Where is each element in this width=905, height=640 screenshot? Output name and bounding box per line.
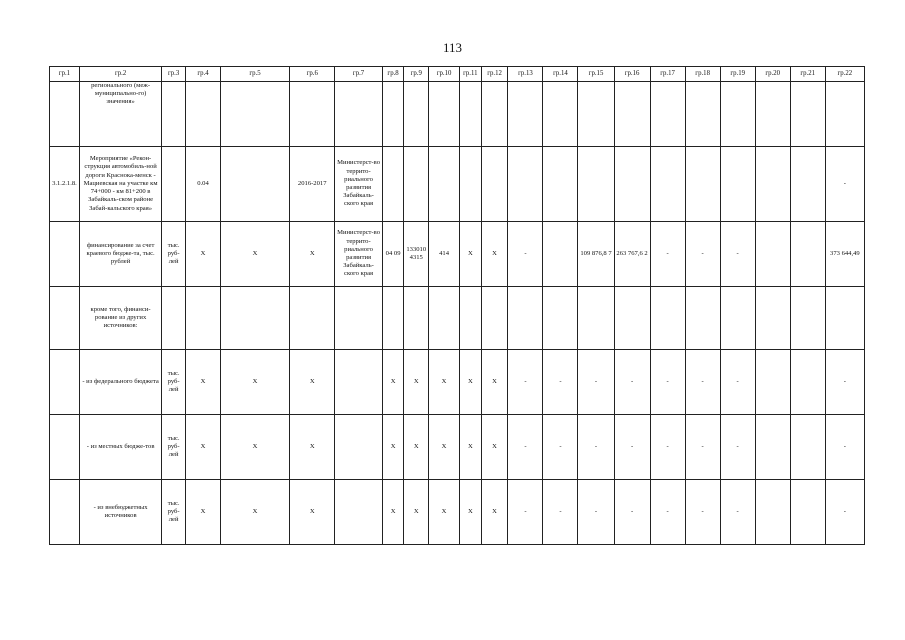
- header-cell: гр.3: [162, 67, 186, 82]
- table-cell: [460, 287, 482, 350]
- table-cell: кроме того, финанси-рование из других источников:: [79, 287, 161, 350]
- budget-table: [49, 66, 865, 545]
- table-cell: [50, 480, 80, 545]
- table-cell: [382, 147, 404, 222]
- header-cell: гр.12: [481, 67, 508, 82]
- table-cell: -: [578, 415, 614, 480]
- table-cell: -: [543, 480, 578, 545]
- table-cell: 2016-2017: [290, 147, 335, 222]
- table-cell: регионального (меж-муниципально-го) значения»: [79, 82, 161, 147]
- table-cell: X: [185, 222, 220, 287]
- table-cell: - из внебюджетных источников: [79, 480, 161, 545]
- table-row: [50, 415, 865, 480]
- table-cell: [755, 147, 790, 222]
- table-cell: [614, 82, 650, 147]
- table-cell: X: [481, 222, 508, 287]
- table-cell: X: [481, 480, 508, 545]
- header-row: [50, 67, 865, 82]
- table-cell: [650, 287, 685, 350]
- table-cell: [720, 147, 755, 222]
- table-cell: [578, 147, 614, 222]
- table-cell: X: [429, 350, 460, 415]
- table-cell: -: [825, 147, 864, 222]
- header-cell: гр.18: [685, 67, 720, 82]
- table-cell: [578, 287, 614, 350]
- header-cell: гр.21: [790, 67, 825, 82]
- table-cell: [481, 147, 508, 222]
- table-cell: [404, 147, 429, 222]
- table-cell: [185, 287, 220, 350]
- table-cell: [382, 287, 404, 350]
- table-cell: тыс. руб-лей: [162, 350, 186, 415]
- table-cell: [508, 82, 543, 147]
- table-cell: [162, 82, 186, 147]
- table-cell: - из федерального бюджета: [79, 350, 161, 415]
- table-cell: [290, 82, 335, 147]
- table-cell: Министерст-во террито-риального развития Забайкаль-ского края: [335, 147, 382, 222]
- table-cell: -: [508, 222, 543, 287]
- header-cell: гр.22: [825, 67, 864, 82]
- table-cell: -: [614, 415, 650, 480]
- table-cell: X: [185, 480, 220, 545]
- table-cell: X: [382, 480, 404, 545]
- table-cell: -: [720, 222, 755, 287]
- header-cell: гр.20: [755, 67, 790, 82]
- header-cell: гр.19: [720, 67, 755, 82]
- table-cell: X: [290, 222, 335, 287]
- table-cell: финансирование за счет краевого бюдже-та, тыс. рублей: [79, 222, 161, 287]
- table-cell: 0.04: [185, 147, 220, 222]
- table-cell: тыс. руб-лей: [162, 415, 186, 480]
- table-cell: [429, 287, 460, 350]
- header-cell: гр.17: [650, 67, 685, 82]
- header-cell: гр.13: [508, 67, 543, 82]
- table-cell: X: [460, 480, 482, 545]
- table-cell: [404, 287, 429, 350]
- table-cell: 414: [429, 222, 460, 287]
- table-cell: -: [685, 350, 720, 415]
- table-cell: [50, 222, 80, 287]
- table-cell: -: [685, 222, 720, 287]
- table-cell: - из местных бюдже-тов: [79, 415, 161, 480]
- table-cell: [543, 147, 578, 222]
- header-cell: гр.4: [185, 67, 220, 82]
- table-cell: X: [382, 415, 404, 480]
- table-cell: [335, 287, 382, 350]
- table-cell: [720, 287, 755, 350]
- table-cell: X: [481, 415, 508, 480]
- table-cell: [162, 287, 186, 350]
- table-cell: [755, 82, 790, 147]
- table-cell: [650, 147, 685, 222]
- table-row: [50, 287, 865, 350]
- table-cell: [614, 287, 650, 350]
- table-cell: [429, 82, 460, 147]
- table-cell: X: [221, 415, 290, 480]
- table-cell: [790, 287, 825, 350]
- table-cell: X: [404, 350, 429, 415]
- table-cell: [685, 287, 720, 350]
- table-row: [50, 82, 865, 147]
- table-cell: [790, 415, 825, 480]
- table-cell: X: [481, 350, 508, 415]
- header-cell: гр.11: [460, 67, 482, 82]
- table-cell: 373 644,49: [825, 222, 864, 287]
- header-cell: гр.8: [382, 67, 404, 82]
- table-cell: -: [508, 350, 543, 415]
- table-cell: X: [290, 350, 335, 415]
- table-cell: [790, 480, 825, 545]
- table-cell: -: [650, 480, 685, 545]
- table-cell: [790, 147, 825, 222]
- table-cell: X: [290, 415, 335, 480]
- table-row: [50, 480, 865, 545]
- table-cell: -: [825, 480, 864, 545]
- table-cell: [755, 222, 790, 287]
- table-cell: [755, 350, 790, 415]
- table-row: [50, 147, 865, 222]
- table-cell: -: [578, 350, 614, 415]
- table-cell: [382, 82, 404, 147]
- table-cell: -: [720, 415, 755, 480]
- table-cell: [335, 350, 382, 415]
- table-cell: [335, 82, 382, 147]
- table-cell: [543, 82, 578, 147]
- table-cell: [335, 480, 382, 545]
- table-cell: [429, 147, 460, 222]
- table-cell: [481, 287, 508, 350]
- table-cell: 133010 4315: [404, 222, 429, 287]
- table-row: [50, 222, 865, 287]
- header-cell: гр.9: [404, 67, 429, 82]
- header-cell: гр.7: [335, 67, 382, 82]
- table-cell: [650, 82, 685, 147]
- table-cell: [543, 222, 578, 287]
- table-cell: [50, 350, 80, 415]
- table-cell: [720, 82, 755, 147]
- table-cell: [685, 82, 720, 147]
- header-cell: гр.14: [543, 67, 578, 82]
- table-cell: [335, 415, 382, 480]
- table-cell: [460, 147, 482, 222]
- table-cell: X: [460, 350, 482, 415]
- table-cell: [221, 287, 290, 350]
- table-cell: -: [508, 480, 543, 545]
- table-cell: X: [221, 222, 290, 287]
- table-cell: Мероприятие «Рекон-струкция автомобиль-ной дороги Краснока-менск - Мациевская на участке км 74+000 - км 81+200 в Забайкаль-ском районе Забай-кальского края»: [79, 147, 161, 222]
- table-cell: X: [460, 222, 482, 287]
- header-cell: гр.6: [290, 67, 335, 82]
- table-cell: [50, 415, 80, 480]
- table-cell: X: [221, 480, 290, 545]
- table-cell: X: [185, 350, 220, 415]
- table-cell: -: [720, 480, 755, 545]
- table-cell: -: [685, 415, 720, 480]
- table-cell: X: [221, 350, 290, 415]
- header-cell: гр.16: [614, 67, 650, 82]
- table-cell: 263 767,6 2: [614, 222, 650, 287]
- table-cell: [508, 287, 543, 350]
- table-cell: [614, 147, 650, 222]
- table-cell: 109 876,8 7: [578, 222, 614, 287]
- table-cell: [50, 287, 80, 350]
- table-cell: [50, 82, 80, 147]
- table-cell: 04 09: [382, 222, 404, 287]
- table-cell: -: [720, 350, 755, 415]
- table-cell: -: [685, 480, 720, 545]
- table-cell: X: [290, 480, 335, 545]
- table-cell: X: [429, 480, 460, 545]
- table-cell: X: [185, 415, 220, 480]
- table-cell: [755, 415, 790, 480]
- table-cell: -: [508, 415, 543, 480]
- header-cell: гр.15: [578, 67, 614, 82]
- table-cell: тыс. руб-лей: [162, 480, 186, 545]
- table-cell: [825, 82, 864, 147]
- table-cell: [221, 82, 290, 147]
- header-cell: гр.2: [79, 67, 161, 82]
- table-cell: [404, 82, 429, 147]
- header-cell: гр.10: [429, 67, 460, 82]
- table-cell: X: [382, 350, 404, 415]
- table-cell: [825, 287, 864, 350]
- table-cell: [185, 82, 220, 147]
- table-cell: [790, 82, 825, 147]
- table-cell: тыс. руб-лей: [162, 222, 186, 287]
- table-cell: [162, 147, 186, 222]
- table-cell: -: [543, 350, 578, 415]
- table-cell: X: [404, 415, 429, 480]
- table-cell: [508, 147, 543, 222]
- header-cell: гр.1: [50, 67, 80, 82]
- table-cell: [221, 147, 290, 222]
- table-cell: -: [825, 350, 864, 415]
- table-cell: [790, 222, 825, 287]
- table-cell: [290, 287, 335, 350]
- table-cell: -: [543, 415, 578, 480]
- table-cell: [755, 480, 790, 545]
- table-cell: [578, 82, 614, 147]
- table-cell: 3.1.2.1.8.: [50, 147, 80, 222]
- table-cell: -: [825, 415, 864, 480]
- table-cell: [543, 287, 578, 350]
- table-cell: Министерст-во террито-риального развития Забайкаль-ского края: [335, 222, 382, 287]
- table-cell: [790, 350, 825, 415]
- table-cell: -: [650, 222, 685, 287]
- table-row: [50, 350, 865, 415]
- table-cell: [755, 287, 790, 350]
- table-cell: -: [578, 480, 614, 545]
- table-cell: -: [614, 480, 650, 545]
- table-cell: X: [404, 480, 429, 545]
- table-cell: [685, 147, 720, 222]
- table-cell: -: [614, 350, 650, 415]
- table-cell: [460, 82, 482, 147]
- table-cell: [481, 82, 508, 147]
- page-number: 113: [442, 40, 463, 55]
- table-cell: X: [460, 415, 482, 480]
- table-cell: -: [650, 350, 685, 415]
- header-cell: гр.5: [221, 67, 290, 82]
- table-cell: -: [650, 415, 685, 480]
- table-cell: X: [429, 415, 460, 480]
